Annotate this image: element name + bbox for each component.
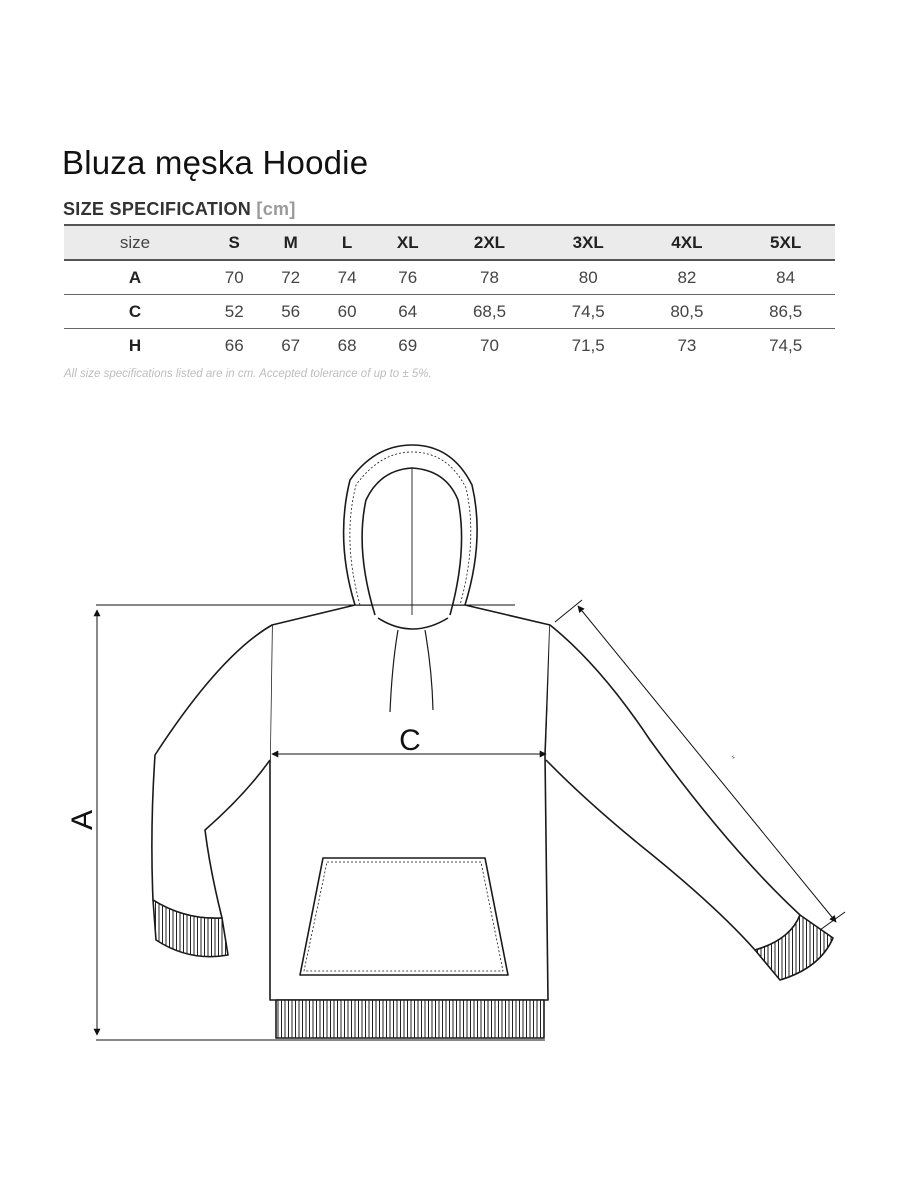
table-cell: 76	[398, 267, 418, 287]
table-cell: 56	[281, 301, 301, 321]
table-cell: 52	[224, 301, 244, 321]
size-table	[64, 224, 835, 362]
table-cell: 70	[480, 335, 499, 355]
label-a: A	[66, 809, 99, 831]
table-cell: 74,5	[769, 335, 803, 355]
spec-heading-unit: [cm]	[256, 199, 296, 219]
label-h: H	[730, 754, 737, 760]
hoodie-diagram	[0, 400, 900, 1100]
hoodie-outline	[152, 445, 833, 1038]
table-cell: 74	[337, 267, 357, 287]
spec-heading	[63, 199, 296, 220]
table-cell: 74,5	[571, 301, 605, 321]
table-cell: 64	[398, 301, 418, 321]
row-label: A	[128, 267, 142, 287]
label-c: C	[399, 724, 421, 757]
page-title: Bluza męska Hoodie	[62, 144, 369, 181]
header-size: M	[262, 225, 318, 260]
header-size: 5XL	[736, 225, 835, 260]
table-row	[64, 295, 835, 329]
header-size-label: size	[64, 225, 206, 260]
header-size: 2XL	[440, 225, 539, 260]
table-row	[64, 260, 835, 295]
header-size: S	[206, 225, 262, 260]
header-size: 4XL	[638, 225, 737, 260]
row-label: H	[128, 335, 142, 355]
table-cell: 69	[398, 335, 418, 355]
header-size: 3XL	[539, 225, 638, 260]
table-cell: 72	[281, 267, 301, 287]
spec-heading-label: SIZE SPECIFICATION	[63, 199, 252, 219]
left-sleeve	[152, 625, 272, 918]
table-cell: 80,5	[670, 301, 704, 321]
table-cell: 80	[578, 267, 598, 287]
table-cell: 71,5	[571, 335, 605, 355]
table-cell: 73	[677, 335, 697, 355]
table-cell: 82	[677, 267, 697, 287]
table-cell: 70	[224, 267, 244, 287]
header-size: XL	[375, 225, 440, 260]
table-cell: 68,5	[472, 301, 507, 321]
table-cell: 68	[337, 335, 357, 355]
size-header-row	[64, 225, 835, 260]
header-size: L	[319, 225, 375, 260]
tolerance-note: All size specifications listed are in cm. Accepted tolerance of up to ± 5%.	[64, 368, 432, 380]
table-cell: 67	[281, 335, 301, 355]
table-cell: 78	[480, 267, 499, 287]
table-cell: 84	[776, 267, 796, 287]
table-row	[64, 329, 835, 363]
row-label: C	[128, 301, 142, 321]
right-sleeve	[546, 625, 800, 950]
kangaroo-pocket	[300, 858, 508, 975]
table-cell: 60	[337, 301, 357, 321]
table-cell: 86,5	[769, 301, 803, 321]
table-cell: 66	[224, 335, 244, 355]
hem-ribbing	[276, 1000, 544, 1038]
